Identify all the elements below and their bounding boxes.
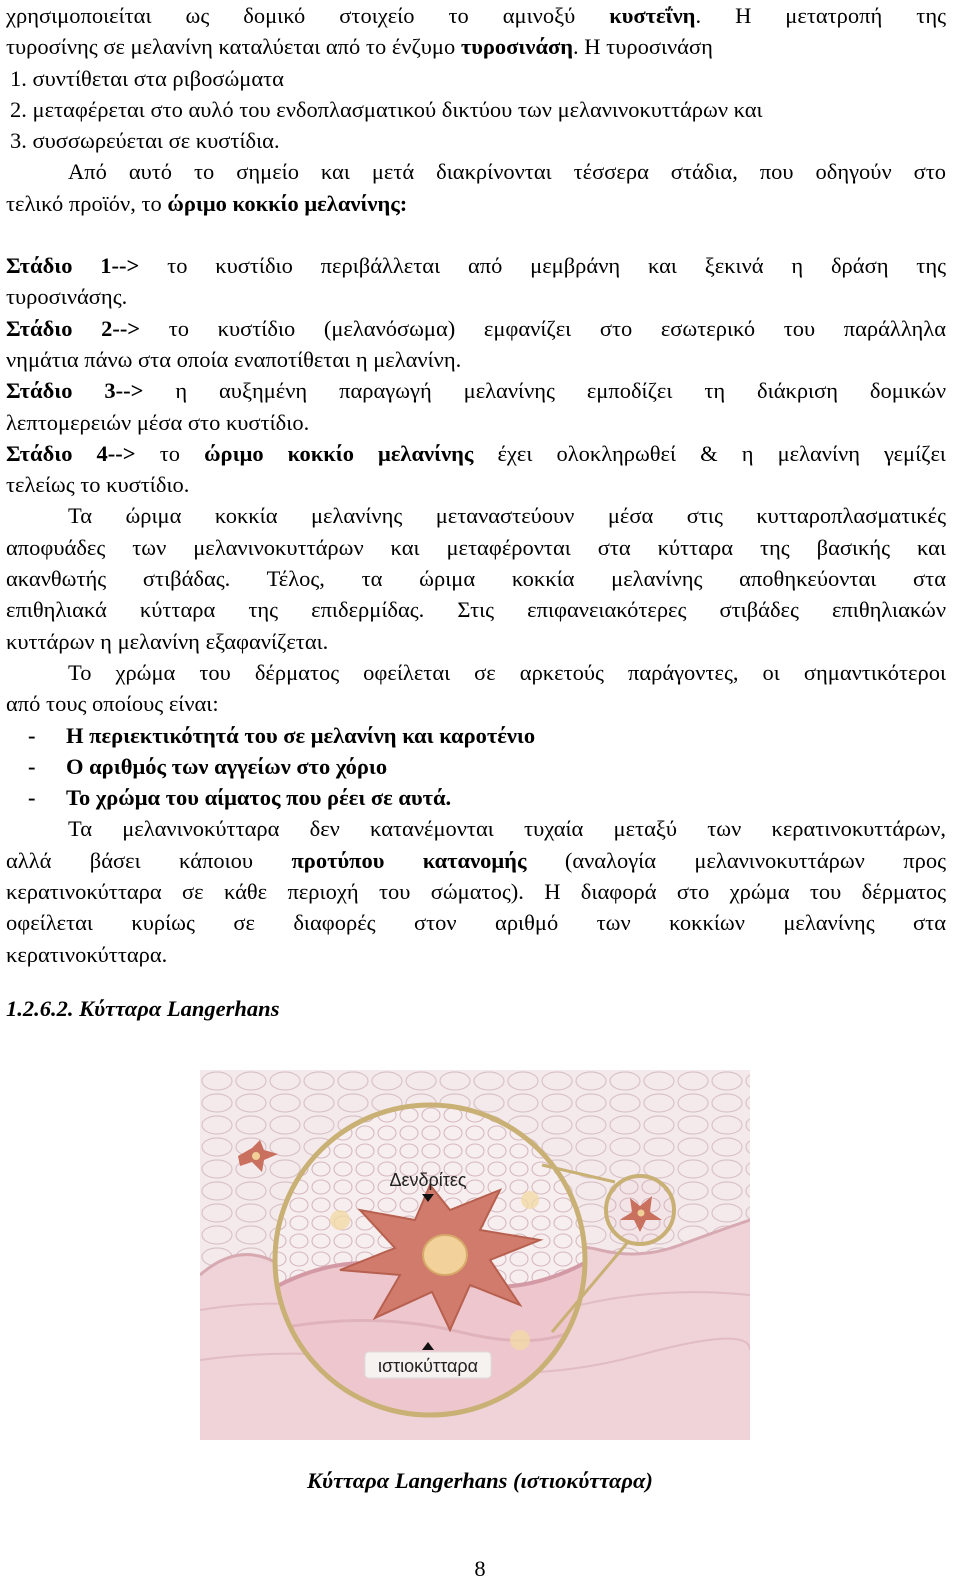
text-line: λεπτομερειών μέσα στο κυστίδιο. [6, 409, 310, 435]
text-line: οφείλεται κυρίως σε διαφορές στον αριθμό των κοκκίων μελανίνης στα [6, 910, 946, 936]
stage-1: Στάδιο 1--> το κυστίδιο περιβάλλεται από μεμβράνη και ξεκινά η δράση της [6, 253, 946, 279]
text-line: ακανθωτής στιβάδας. Τέλος, τα ώριμα κοκκία μελανίνης αποθηκεύονται στα [6, 566, 946, 592]
bullet-item: - Η περιεκτικότητά του σε μελανίνη και καροτένιο [28, 722, 536, 748]
text-line: επιθηλιακά κύτταρα της επιδερμίδας. Στις επιφανειακότερες στιβάδες επιθηλιακών [6, 597, 946, 623]
text-line: κυττάρων η μελανίνη εξαφανίζεται. [6, 628, 329, 654]
text-line: τελείως το κυστίδιο. [6, 472, 190, 498]
text-line: τυροσίνης σε μελανίνη καταλύεται από το ένζυμο τυροσινάση. Η τυροσινάση [6, 34, 713, 60]
stage-2: Στάδιο 2--> το κυστίδιο (μελανόσωμα) εμφανίζει στο εσωτερικό του παράλληλα [6, 315, 946, 341]
text-line: χρησιμοποιείται ως δομικό στοιχείο το αμινοξύ κυστεΐνη. Η μετατροπή της [6, 3, 946, 28]
list-item: 1. συντίθεται στα ριβοσώματα [10, 65, 284, 91]
label-dendrites: Δενδρίτες [389, 1170, 467, 1190]
list-item: 3. συσσωρεύεται σε κυστίδια. [10, 128, 280, 154]
langerhans-cell-figure [200, 1070, 750, 1440]
section-heading: 1.2.6.2. Κύτταρα Langerhans [6, 995, 280, 1021]
list-item: 2. μεταφέρεται στο αυλό του ενδοπλασματικού δικτύου των μελανινοκυττάρων και [10, 96, 763, 122]
text-line: τυροσινάσης. [6, 284, 128, 310]
stage-4: Στάδιο 4--> το ώριμο κοκκίο μελανίνης έχει ολοκληρωθεί & η μελανίνη γεμίζει [6, 440, 946, 466]
cell-nucleus [423, 1235, 467, 1275]
text-line: Τα ώριμα κοκκία μελανίνης μεταναστεύουν μέσα στις κυτταροπλασματικές [68, 503, 946, 529]
skin-illustration [200, 1070, 750, 1440]
text-line: κερατινοκύτταρα σε κάθε περιοχή του σώματος). Η διαφορά στο χρώμα του δέρματος [6, 879, 946, 905]
text-line: Τα μελανινοκύτταρα δεν κατανέμονται τυχαία μεταξύ των κερατινοκυττάρων, [68, 816, 946, 842]
text-line: νημάτια πάνω στα οποία εναποτίθεται η μελανίνη. [6, 346, 462, 372]
text-line: από τους οποίους είναι: [6, 691, 219, 717]
text-line: Το χρώμα του δέρματος οφείλεται σε αρκετούς παράγοντες, οι σημαντικότεροι [68, 659, 946, 685]
bullet-item: - Ο αριθμός των αγγείων στο χόριο [28, 753, 388, 779]
blank-line [6, 219, 946, 250]
label-histiocytes: ιστιοκύτταρα [377, 1356, 479, 1376]
text-line: τελικό προϊόν, το ώριμο κοκκίο μελανίνης: [6, 190, 408, 216]
text-line: αλλά βάσει κάποιου προτύπου κατανομής (αναλογία μελανινοκυττάρων προς [6, 847, 946, 873]
figure-caption: Κύτταρα Langerhans (ιστιοκύτταρα) [307, 1468, 653, 1493]
text-line: κερατινοκύτταρα. [6, 941, 168, 967]
bullet-item: - Το χρώμα του αίματος που ρέει σε αυτά. [28, 785, 452, 811]
text-line: Από αυτό το σημείο και μετά διακρίνονται τέσσερα στάδια, που οδηγούν στο [68, 159, 946, 185]
text-line: αποφυάδες των μελανινοκυττάρων και μεταφέρονται στα κύτταρα της βασικής και [6, 534, 946, 560]
page-number: 8 [474, 1556, 486, 1581]
stage-3: Στάδιο 3--> η αυξημένη παραγωγή μελανίνης εμποδίζει τη διάκριση δομικών [6, 378, 946, 404]
document-page [6, 0, 946, 1024]
